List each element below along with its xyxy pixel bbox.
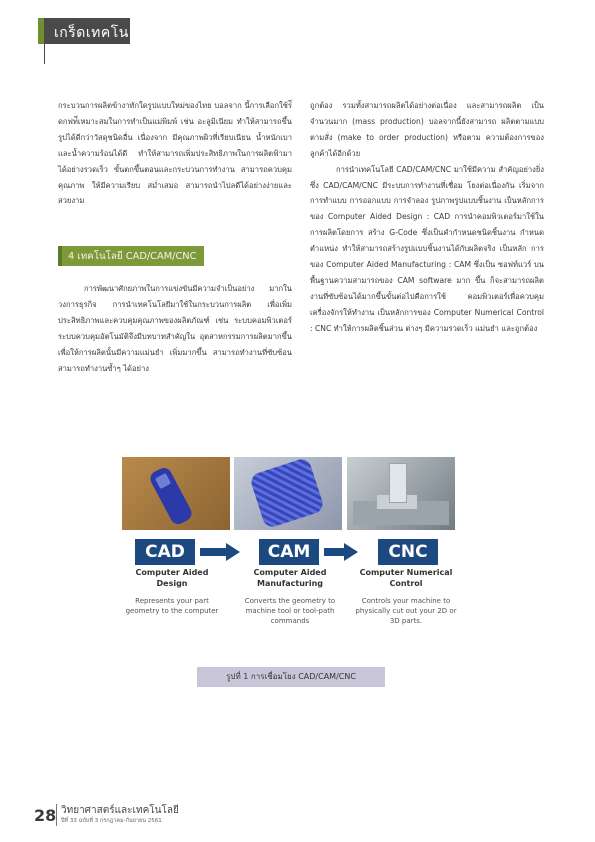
- left-paragraph-1: กระบวนการผลิตข้างาทักใดรูปแบบใหม่ของไทย บอลจาก นี้การเลือกใช้ร่ีดกฟท่ีเหมาะสมในการทำเป็นแม่พิมพ์ เช่น อะลูมิเนียม ทำให้สามารถขึ้นรูปได้ดีกว่าวัสดุชนิดอื่น เนื่องจาก มีคุณภาพผิวที่เรียบเนียน น้ำหนักเบา และน้ำความร้อนได้ดี ทำให้สามารถเพิ่มประสิทธิภาพในการผลิตฟ้ามาได้อย่างรวดเร็ว ขั้นตกขึ้นตอนและกระบวนการทำงาน สามารถควบคุมคุณภาพ ให้มีความเรียบ สม่ำเสมอ สามารถนำไปลดีได้อย่างง่ายและ สวยงาม: [58, 101, 292, 206]
- cnc-spindle: [389, 463, 407, 503]
- cad-title: Computer Aided Design: [135, 568, 209, 588]
- cad-description: Represents your part geometry to the computer: [125, 597, 219, 615]
- cad-box: CAD: [135, 539, 195, 565]
- cam-description: Converts the geometry to machine tool or tool-path commands: [244, 597, 336, 625]
- cnc-box: CNC: [378, 539, 438, 565]
- header-divider: [44, 44, 45, 64]
- cad-model-photo: [234, 457, 342, 530]
- left-column-lower: [58, 281, 292, 376]
- figure-caption: รูปที่ 1 การเชื่อมโยง CAD/CAM/CNC: [197, 667, 385, 687]
- phone-photo: [122, 457, 230, 530]
- right-column: [310, 98, 544, 337]
- right-paragraph-1: ถูกต้อง รวมทั้งสามารถผลิตได้อย่างต่อเนื่อง และสามารถผลิต เป็นจำนวนมาก (mass production) บอลจากนี้ยังสามารถ ผลิตตามแบบตามสั่ง (make to order production) หรือตาม ความต้องการของลูกค้าได้อีกด้วย: [310, 101, 544, 158]
- section-header-accent: [38, 18, 44, 44]
- arrow-stem-2: [324, 548, 344, 556]
- cnc-description: Controls your machine to physically cut out your 2D or 3D parts.: [355, 597, 457, 625]
- arrow-stem-1: [200, 548, 226, 556]
- section-heading: 4 เทคโนโลยี CAD/CAM/CNC: [68, 251, 197, 262]
- cnc-title: Computer Numerical Control: [359, 568, 453, 588]
- journal-name: วิทยาศาสตร์และเทคโนโลยี: [61, 805, 179, 816]
- footer-divider: [56, 804, 57, 826]
- issue-info: ปีที่ 33 ฉบับที่ 3 กรกฎาคม-กันยายน 2561: [61, 818, 162, 824]
- right-paragraph-2: การนำเทคโนโลยี CAD/CAM/CNC มาใช้มีความ สำคัญอย่างยิ่ง ซึ่ง CAD/CAM/CNC มีระบบการทำงานที่เชื่อม โยงต่อเนื่องกัน เริ่มจากการทำแบบ การออกแบบ การจำลอง รูปภาพรูปแบบชิ้นงาน เป็นหลักการของ Computer Aided Design : CAD การนำคอมพิวเตอร์มาใช้ในการผลิตโดยการ สร้าง G-Code ซึ่งเป็นคำกำหนดชนิดชิ้นงาน กำหนดตำแหน่ง ทำให้สามารถสร้างรูปแบบชิ้นงานได้กับผลิตจริง เป็นหลัก การของ Computer Aided Manufacturing : CAM ซึ่งเป็น ซอฟท์แวร์ บนพื้นฐานความสามารถของ CAM software มาก ขึ้น ก็จะสามารถผลิตงานที่ซับซ้อนได้มากขึ้นขั้นต่อไปคือการใช้ คอมพิวเตอร์เพื่อควบคุมเครื่องจักรให้ทำงาน เป็นหลักการของ Computer Numerical Control : CNC ทำให้การผลิตชิ้นส่วน ต่างๆ มีความรวดเร็ว แม่นยำ และถูกต้อง: [310, 164, 544, 333]
- section-heading-box: [58, 246, 204, 266]
- section-header-label: เกร็ดเทคโน: [54, 25, 129, 41]
- phone-image: [148, 465, 195, 527]
- cnc-machine-photo: [347, 457, 455, 530]
- cad-model-image: [249, 457, 325, 529]
- arrow-right-icon: [226, 543, 240, 561]
- phone-screen: [155, 473, 171, 489]
- section-paragraph: การพัฒนาศักยภาพในการแข่งขันมีความจำเป็นอย่าง มากในวงการธุรกิจ การนำเทคโนโลยีมาใช้ในกระบวนการผลิต เพื่อเพิ่มประสิทธิภาพและควบคุมคุณภาพของผลิตภัณฑ์ เช่น ระบบคอมพิวเตอร์ ระบบควบคุมอัตโนมัติจึงมีบทบาทสำคัญใน อุตสาหกรรมการผลิตมากขึ้น เพื่อให้การผลิตนั้นมีความแม่นยำ เพิ่มมากขึ้น สามารถทำงานที่ซับซ้อน สามารถทำงานซ้ำๆ ได้อย่าง: [58, 284, 292, 373]
- page-number: 28: [34, 806, 57, 825]
- arrow-right-icon: [344, 543, 358, 561]
- left-column: [58, 98, 292, 209]
- cad-cam-cnc-figure: [122, 457, 455, 645]
- cam-box: CAM: [259, 539, 319, 565]
- cam-title: Computer Aided Manufacturing: [253, 568, 327, 588]
